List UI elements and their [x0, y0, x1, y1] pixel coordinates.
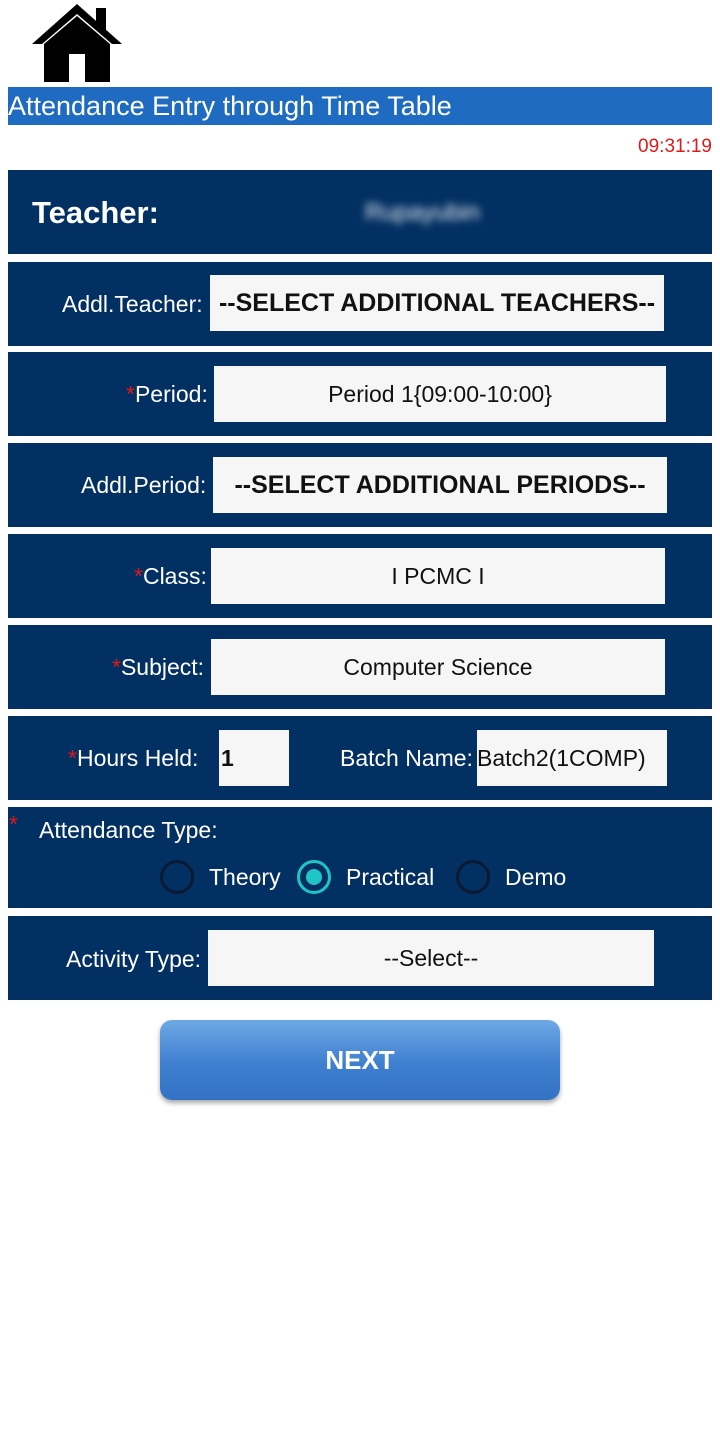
addl-teacher-label: Addl.Teacher: [62, 291, 203, 317]
home-icon [30, 2, 124, 84]
required-marker: * [112, 654, 121, 680]
period-label-text: Period: [134, 381, 208, 407]
home-button[interactable] [30, 2, 124, 84]
activity-type-panel [8, 916, 712, 1000]
required-marker [9, 811, 18, 838]
required-asterisk: * [9, 811, 18, 837]
class-select[interactable]: I PCMC I [211, 548, 665, 604]
attendance-type-label: Attendance Type: [39, 817, 218, 843]
hours-batch-panel [8, 716, 712, 800]
addl-period-panel [8, 443, 712, 527]
addl-period-select[interactable]: --SELECT ADDITIONAL PERIODS-- [213, 457, 667, 513]
radio-demo[interactable] [456, 857, 566, 897]
addl-teacher-select[interactable]: --SELECT ADDITIONAL TEACHERS-- [210, 275, 664, 331]
subject-label-text: Subject: [120, 654, 205, 680]
radio-button-practical[interactable] [297, 860, 331, 894]
hours-held-label-text: Hours Held: [76, 745, 199, 771]
radio-theory-label: Theory [209, 863, 281, 890]
subject-select[interactable]: Computer Science [211, 639, 665, 695]
class-panel [8, 534, 712, 618]
required-marker: * [126, 381, 135, 407]
class-label-text: Class: [142, 563, 207, 589]
period-label [126, 381, 208, 408]
clock-time: 09:31:19 [638, 136, 712, 157]
subject-label [112, 654, 204, 681]
radio-practical[interactable] [297, 857, 434, 897]
radio-practical-label: Practical [346, 863, 435, 890]
class-label [134, 563, 207, 590]
next-button[interactable]: NEXT [160, 1020, 560, 1100]
teacher-panel [8, 170, 712, 254]
teacher-name: Rupayubin [365, 199, 480, 226]
radio-button-demo[interactable] [456, 860, 490, 894]
required-marker: * [68, 745, 77, 771]
attendance-type-panel [8, 807, 712, 908]
page-title: Attendance Entry through Time Table [8, 87, 712, 125]
radio-theory[interactable] [160, 857, 281, 897]
batch-name-select[interactable]: Batch2(1COMP) [477, 730, 667, 786]
radio-demo-label: Demo [505, 863, 567, 890]
addl-period-label: Addl.Period: [81, 472, 207, 498]
addl-teacher-panel [8, 262, 712, 346]
period-panel [8, 352, 712, 436]
hours-held-input[interactable]: 1 [219, 730, 289, 786]
subject-panel [8, 625, 712, 709]
batch-name-label: Batch Name: [340, 745, 473, 771]
radio-button-theory[interactable] [160, 860, 194, 894]
period-select[interactable]: Period 1{09:00-10:00} [214, 366, 666, 422]
hours-held-label [68, 745, 198, 772]
activity-type-select[interactable]: --Select-- [208, 930, 654, 986]
required-marker: * [134, 563, 143, 589]
teacher-label: Teacher: [32, 195, 159, 230]
activity-type-label: Activity Type: [66, 946, 202, 972]
